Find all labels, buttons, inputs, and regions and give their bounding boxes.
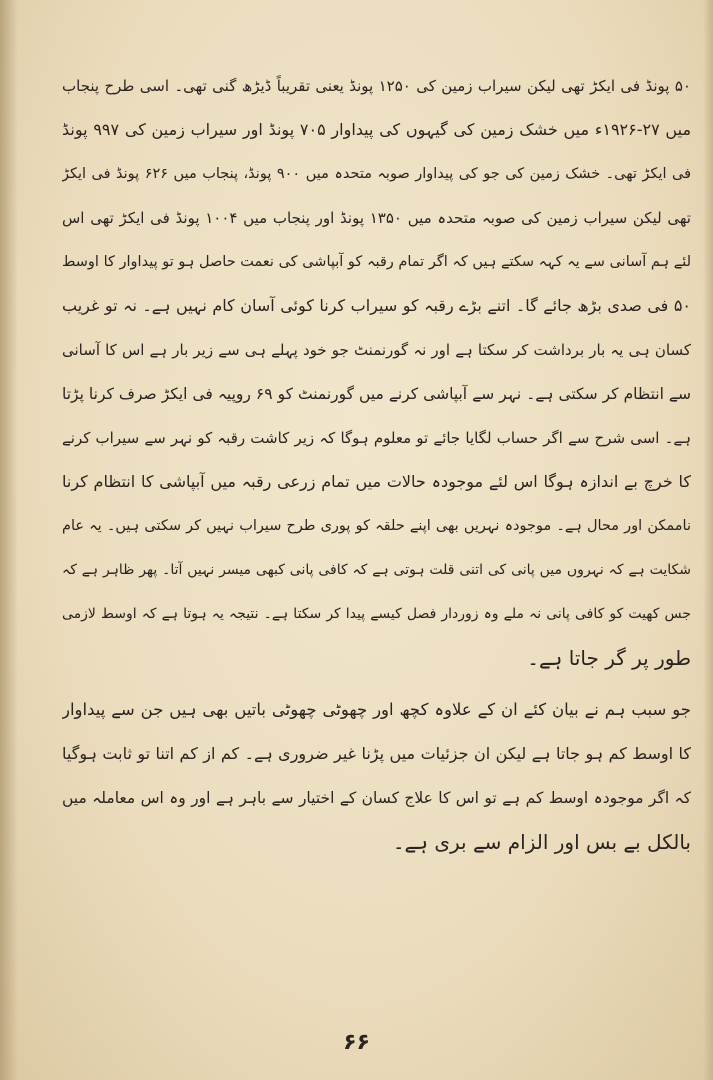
text-line: طور پر گر جاتا ہے۔ bbox=[527, 646, 691, 670]
text-line: ۵۰ پونڈ فی ایکڑ تھی لیکن سیراب زمین کی ۱۲۵۰ پونڈ یعنی تقریباً ڈیڑھ گنی تھی۔ اسی طرح پنجاب bbox=[62, 77, 691, 95]
text-line: ہے۔ اسی شرح سے اگر حساب لگایا جائے تو معلوم ہوگا کہ زیر کاشت رقبہ کو نہر سے سیراب کرنے bbox=[62, 429, 691, 447]
text-line: جس کھیت کو کافی پانی نہ ملے وہ زوردار فصل کیسے پیدا کر سکتا ہے۔ نتیجہ یہ ہوتا ہے کہ اوسط لازمی bbox=[62, 606, 691, 622]
text-line: لئے ہم آسانی سے یہ کہہ سکتے ہیں کہ اگر تمام رقبہ کو آبپاشی کی نعمت حاصل ہو تو پیداوار کا اوسط bbox=[62, 254, 691, 270]
text-line: کہ اگر موجودہ اوسط کم ہے تو اس کا علاج کسان کے اختیار سے باہر ہے اور وہ اس معاملہ میں bbox=[62, 789, 691, 807]
page-number: ۶۶ bbox=[343, 1030, 370, 1055]
text-line: میں ۲۷-۱۹۲۶ء میں خشک زمین کی گیہوں کی پیداوار ۷۰۵ پونڈ اور سیراب زمین کی ۹۹۷ پونڈ bbox=[62, 120, 691, 139]
text-line: ۵۰ فی صدی بڑھ جائے گا۔ اتنے بڑے رقبہ کو سیراب کرنا کوئی آسان کام نہیں ہے۔ نہ تو غریب bbox=[62, 296, 691, 315]
text-line: کسان ہی یہ بار برداشت کر سکتا ہے اور نہ گورنمنٹ جو خود پہلے ہی سے زیر بار ہے اس کا آسانی bbox=[62, 341, 691, 359]
text-line: شکایت ہے کہ نہروں میں پانی کی اتنی قلت ہوتی ہے کہ کافی پانی کبھی میسر نہیں آتا۔ پھر ظاہر ہے کہ bbox=[62, 562, 691, 578]
paragraph-gap bbox=[62, 680, 691, 688]
text-line: کا خرچ بے اندازہ ہوگا اس لئے موجودہ حالات میں تمام زرعی رقبہ میں آبپاشی کا انتظام کرنا bbox=[62, 472, 691, 491]
text-line: ناممکن اور محال ہے۔ موجودہ نہریں بھی اپنے حلقہ کو پوری طرح سیراب نہیں کر سکتی ہیں۔ یہ عام bbox=[62, 518, 691, 534]
text-line: بالکل بے بس اور الزام سے بری ہے۔ bbox=[392, 830, 691, 854]
page-edge-shadow-left bbox=[0, 0, 18, 1080]
text-line: فی ایکڑ تھی۔ خشک زمین کی جو کی پیداوار صوبہ متحدہ میں ۹۰۰ پونڈ، پنجاب میں ۶۲۶ پونڈ فی ایکڑ bbox=[62, 166, 691, 182]
text-line: سے انتظام کر سکتی ہے۔ نہر سے آبپاشی کرنے میں گورنمنٹ کو ۶۹ روپیہ فی ایکڑ صرف کرنا پڑتا bbox=[62, 385, 691, 403]
paragraph-2 bbox=[62, 688, 691, 864]
page-edge-shadow-right bbox=[703, 0, 713, 1080]
text-line: تھی لیکن سیراب زمین کی صوبہ متحدہ میں ۱۳۵۰ پونڈ اور پنجاب میں ۱۰۰۴ پونڈ فی ایکڑ تھی اس bbox=[62, 209, 691, 227]
text-line: جو سبب ہم نے بیان کئے ان کے علاوہ کچھ اور چھوٹی چھوٹی باتیں بھی ہیں جن سے پیداوار bbox=[62, 700, 691, 719]
paragraph-1 bbox=[62, 64, 691, 680]
body-text bbox=[62, 64, 691, 864]
text-line: کا اوسط کم ہو جاتا ہے لیکن ان جزئیات میں پڑنا غیر ضروری ہے۔ کم از کم اتنا تو ثابت ہوگیا bbox=[62, 744, 691, 763]
